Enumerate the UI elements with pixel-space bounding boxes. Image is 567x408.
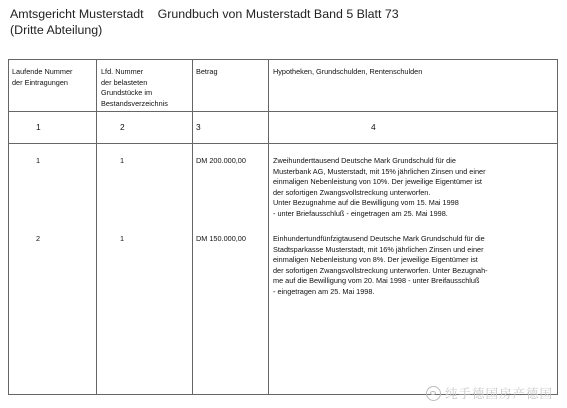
row-lfd-nr: 1 xyxy=(36,156,41,165)
row-betrag: DM 200.000,00 xyxy=(196,156,246,165)
wechat-icon xyxy=(426,386,441,401)
row-lfd-nr: 2 xyxy=(36,234,41,243)
header-line-1 xyxy=(10,6,399,22)
column-header-hypotheken: Hypotheken, Grundschulden, Rentenschulden xyxy=(273,67,423,76)
column-divider-1 xyxy=(96,59,97,394)
column-header-grundstuecke: Lfd. Nummer der belasteten Grundstücke im Bestandsverzeichnis xyxy=(101,67,168,108)
row-grundstueck-nr: 1 xyxy=(120,156,125,165)
number-row-divider xyxy=(8,143,558,144)
table-left-border xyxy=(8,59,9,394)
column-number-3: 3 xyxy=(196,122,201,132)
row-entry-text: Zweihunderttausend Deutsche Mark Grundschuld für die Musterbank AG, Musterstadt, mit 15% jährlichen Zinsen und einer einmaligen Nebenleistung von 10%. Der jeweilige Eigentümer ist der sofortigen Zwangsvollstreckung unterworfen. Unter Bezugnahme auf die Bewilligung vom 15. Mai 1998 - unter Briefausschluß - eingetragen am 25. Mai 1998. xyxy=(273,156,486,218)
table-right-border xyxy=(557,59,558,394)
row-grundstueck-nr: 1 xyxy=(120,234,125,243)
court-name: Amtsgericht Musterstadt xyxy=(10,7,144,21)
column-header-lfd-nr: Laufende Nummer der Eintragungen xyxy=(12,67,73,87)
column-header-betrag: Betrag xyxy=(196,67,218,76)
column-number-4: 4 xyxy=(371,122,376,132)
watermark xyxy=(426,384,553,402)
watermark-text: 纯手德国房产德国 xyxy=(444,387,553,401)
column-number-1: 1 xyxy=(36,122,41,132)
section-title: (Dritte Abteilung) xyxy=(10,23,103,37)
column-divider-2 xyxy=(192,59,193,394)
row-betrag: DM 150.000,00 xyxy=(196,234,246,243)
register-title: Grundbuch von Musterstadt Band 5 Blatt 73 xyxy=(157,7,399,21)
column-divider-3 xyxy=(268,59,269,394)
header-divider xyxy=(8,111,558,112)
table-top-border xyxy=(8,59,558,60)
row-entry-text: Einhundertundfünfzigtausend Deutsche Mark Grundschuld für die Stadtsparkasse Musterstadt, mit 16% jährlichen Zinsen und einer einmaligen Nebenleistung von 8%. Der jeweilige Eigentümer ist der sofortigen Zwangsvollstreckung unterworfen. Unter Bezugnah- me auf die Bewilligung vom 20. Mai 1998 - unter Breifausschluß - eingetragen am 25. Mai 1998. xyxy=(273,234,488,296)
column-number-2: 2 xyxy=(120,122,125,132)
document-header xyxy=(10,6,399,38)
